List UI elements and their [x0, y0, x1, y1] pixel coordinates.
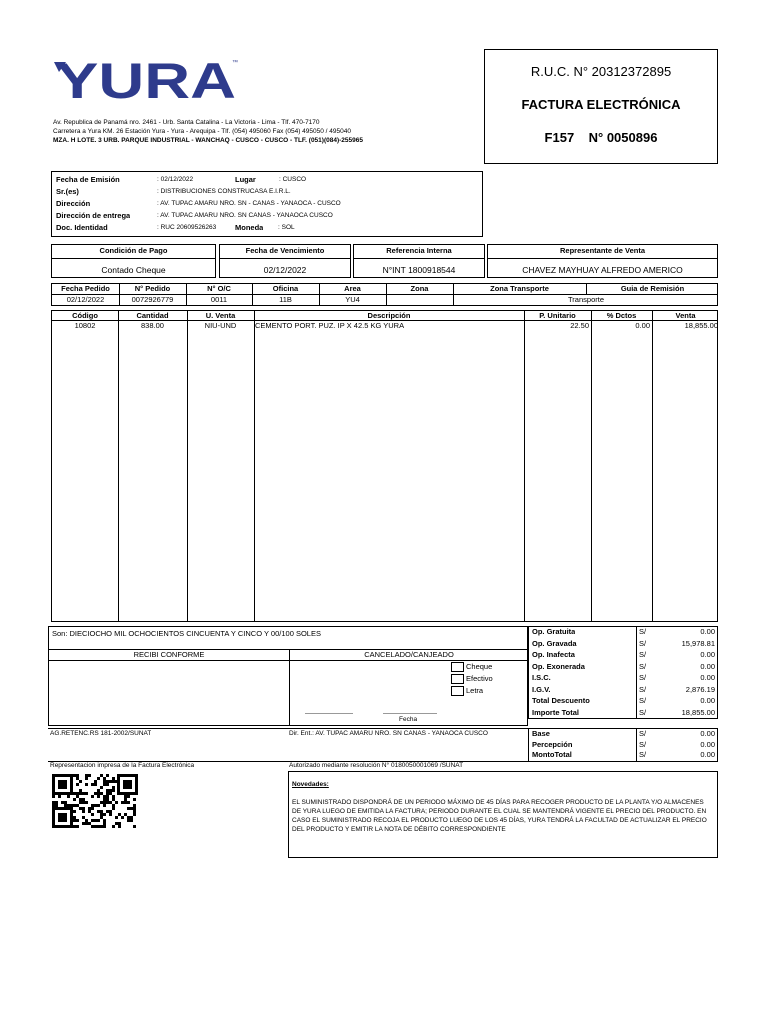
cancelado-label: CANCELADO/CANJEADO — [364, 650, 454, 659]
son-box — [48, 626, 528, 726]
total-currency: S/ — [639, 739, 647, 749]
total-currency: S/ — [639, 707, 647, 717]
order-value-oc: 0011 — [210, 295, 228, 304]
value-direccion: : AV. TUPAC AMARU NRO. SN - CANAS - YANAOCA - CUSCO — [157, 200, 341, 207]
item-codigo: 10802 — [74, 321, 96, 330]
recibi-conforme-label: RECIBI CONFORME — [133, 650, 205, 659]
value-sres: : DISTRIBUCIONES CONSTRUCASA E.I.R.L. — [157, 188, 291, 195]
order-value-oficina: 11B — [279, 295, 292, 304]
order-header-oficina: Oficina — [272, 284, 299, 293]
label-moneda: Moneda — [235, 223, 264, 232]
representante-label: Representante de Venta — [559, 246, 646, 255]
company-address-2: Carretera a Yura KM. 26 Estación Yura - Yura - Arequipa - Tlf. (054) 495060 Fax (054) 495050 / 495040 — [53, 128, 351, 135]
total-currency: S/ — [639, 627, 647, 636]
efectivo-checkbox[interactable] — [451, 674, 464, 684]
vencimiento-value: 02/12/2022 — [263, 265, 307, 275]
novedades-box — [288, 771, 718, 858]
items-header-dctos: % Dctos — [606, 311, 637, 320]
qr-code — [52, 774, 138, 828]
item-venta: 18,855.00 — [684, 321, 718, 330]
order-table — [51, 283, 718, 306]
total-value: 18,855.00 — [681, 707, 715, 717]
referencia-box — [353, 244, 485, 278]
autorizado-text: Autorizado mediante resolución N° 0180050001069 /SUNAT — [289, 762, 464, 769]
label-sres: Sr.(es) — [56, 187, 79, 196]
novedades-label: Novedades: — [292, 781, 329, 788]
total-label: MontoTotal — [532, 750, 572, 759]
item-cantidad: 838.00 — [141, 321, 164, 330]
order-value-zona-transporte: Transporte — [568, 295, 604, 304]
ruc-box — [484, 49, 718, 164]
amount-in-words: Son: DIECIOCHO MIL OCHOCIENTOS CINCUENTA Y CINCO Y 00/100 SOLES — [52, 629, 321, 638]
order-value-pedido: 0072926779 — [131, 295, 174, 304]
order-header-area: Area — [344, 284, 361, 293]
total-currency: S/ — [639, 673, 647, 682]
signature-line-1 — [305, 713, 353, 714]
company-address-3: MZA. H LOTE. 3 URB. PARQUE INDUSTRIAL - WANCHAQ - CUSCO - CUSCO - TLF. (051)(084)-255965 — [53, 137, 363, 144]
total-currency: S/ — [639, 696, 647, 705]
logo-text: YURA — [56, 53, 236, 104]
efectivo-label: Efectivo — [466, 674, 493, 683]
order-header-fecha: Fecha Pedido — [61, 284, 110, 293]
value-lugar: : CUSCO — [279, 176, 307, 183]
label-lugar: Lugar — [235, 175, 256, 184]
label-direccion-entrega: Dirección de entrega — [56, 211, 131, 220]
total-value: 0.00 — [700, 650, 715, 659]
agretenc-text: AG.RETENC.RS 181-2002/SUNAT — [50, 730, 152, 737]
order-value-area: YU4 — [345, 295, 360, 304]
novedades-text: EL SUMINISTRADO DISPONDRÁ DE UN PERIODO MÁXIMO DE 45 DÍAS PARA RECOGER PRODUCTO DE LA PLANTA Y/O ALMACENES DE YURA LUEGO DE EMITIDA LA FACTURA; PERIODO DURANTE EL CUAL SE MANTENDRÁ VIGENTE EL PRECIO DEL PRODUCTO. EN CASO EL SUMINISTRADO RECOJA EL PRODUCTO LUEGO DE LOS 45 DÍAS, YURA TENDRÁ LA FACULTAD DE ACTUALIZAR EL PRECIO DEL PRODUCTO Y EMITIR LA NOTA DE DÉBITO CORRESPONDIENTE — [292, 799, 707, 833]
total-label: Op. Inafecta — [532, 650, 575, 659]
items-header-uventa: U. Venta — [205, 311, 236, 320]
label-fecha-emision: Fecha de Emisión — [56, 175, 120, 184]
svg-text:™: ™ — [232, 60, 238, 66]
condicion-pago-label: Condición de Pago — [99, 246, 168, 255]
condicion-pago-box — [51, 244, 216, 278]
value-moneda: : SOL — [278, 224, 295, 231]
total-currency: S/ — [639, 684, 647, 694]
total-value: 0.00 — [700, 739, 715, 749]
representante-value: CHAVEZ MAYHUAY ALFREDO AMERICO — [522, 265, 683, 275]
total-currency: S/ — [639, 750, 647, 759]
total-label: Op. Exonerada — [532, 661, 585, 671]
dir-ent-text: Dir. Ent.: AV. TUPAC AMARU NRO. SN CANAS - YANAOCA CUSCO — [289, 730, 488, 737]
items-table — [51, 310, 718, 622]
company-address-1: Av. Republica de Panamá nro. 2461 - Urb. Santa Catalina - La Victoria - Lima - Tlf. 470-7170 — [53, 119, 320, 126]
total-value: 0.00 — [700, 661, 715, 671]
total-label: Op. Gratuita — [532, 627, 576, 636]
vencimiento-box — [219, 244, 351, 278]
client-box — [51, 171, 483, 237]
total-label: Importe Total — [532, 707, 579, 717]
items-header-cantidad: Cantidad — [136, 311, 169, 320]
item-descripcion: CEMENTO PORT. PUZ. IP X 42.5 KG YURA — [255, 321, 405, 330]
value-doc-identidad: : RUC 20609526263 — [157, 224, 217, 231]
total-value: 0.00 — [700, 729, 715, 738]
value-direccion-entrega: : AV. TUPAC AMARU NRO. SN CANAS - YANAOCA CUSCO — [157, 212, 333, 219]
representacion-text: Representacion impresa de la Factura Electrónica — [50, 762, 195, 769]
total-label: Total Descuento — [532, 696, 590, 705]
item-punitario: 22.50 — [570, 321, 589, 330]
totals2-box — [528, 728, 718, 762]
item-dctos: 0.00 — [635, 321, 650, 330]
total-label: Base — [532, 729, 550, 738]
total-value: 15,978.81 — [681, 638, 715, 648]
cheque-label: Cheque — [466, 662, 493, 671]
label-direccion: Dirección — [56, 199, 91, 208]
representante-box — [487, 244, 718, 278]
total-label: Percepción — [532, 739, 573, 749]
total-currency: S/ — [639, 661, 647, 671]
value-fecha-emision: : 02/12/2022 — [157, 176, 194, 183]
order-header-guia: Guia de Remisión — [620, 284, 685, 293]
condicion-pago-value: Contado Cheque — [101, 265, 166, 275]
company-logo — [52, 52, 242, 104]
total-label: I.S.C. — [532, 673, 551, 682]
signature-line-2 — [383, 713, 437, 714]
total-label: I.G.V. — [532, 684, 551, 694]
fecha-label: Fecha — [399, 716, 418, 723]
document-number: F157 N° 0050896 — [544, 130, 658, 145]
items-header-punitario: P. Unitario — [539, 311, 576, 320]
vencimiento-label: Fecha de Vencimiento — [245, 246, 325, 255]
referencia-label: Referencia Interna — [386, 246, 452, 255]
ruc-number: R.U.C. N° 20312372895 — [530, 64, 672, 79]
items-header-venta: Venta — [675, 311, 696, 320]
total-value: 0.00 — [700, 673, 715, 682]
item-uventa: NIU-UND — [204, 321, 237, 330]
order-value-fecha: 02/12/2022 — [66, 295, 105, 304]
label-doc-identidad: Doc. Identidad — [56, 223, 108, 232]
referencia-value: N°INT 1800918544 — [382, 265, 456, 275]
order-header-pedido: N° Pedido — [134, 284, 171, 293]
order-header-zona-transporte: Zona Transporte — [490, 284, 549, 293]
letra-label: Letra — [466, 686, 484, 695]
footer-divider-1 — [48, 728, 528, 729]
total-value: 0.00 — [700, 627, 715, 636]
total-value: 0.00 — [700, 750, 715, 759]
order-header-oc: N° O/C — [207, 284, 231, 293]
total-label: Op. Gravada — [532, 638, 577, 648]
letra-checkbox[interactable] — [451, 686, 464, 696]
document-type: FACTURA ELECTRÓNICA — [521, 97, 681, 112]
order-header-zona: Zona — [410, 284, 429, 293]
total-currency: S/ — [639, 729, 647, 738]
totals-box — [528, 626, 718, 719]
total-value: 0.00 — [700, 696, 715, 705]
total-currency: S/ — [639, 650, 647, 659]
total-value: 2,876.19 — [685, 684, 715, 694]
items-header-descripcion: Descripción — [367, 311, 411, 320]
total-currency: S/ — [639, 638, 647, 648]
items-header-codigo: Código — [72, 311, 98, 320]
cheque-checkbox[interactable] — [451, 662, 464, 672]
